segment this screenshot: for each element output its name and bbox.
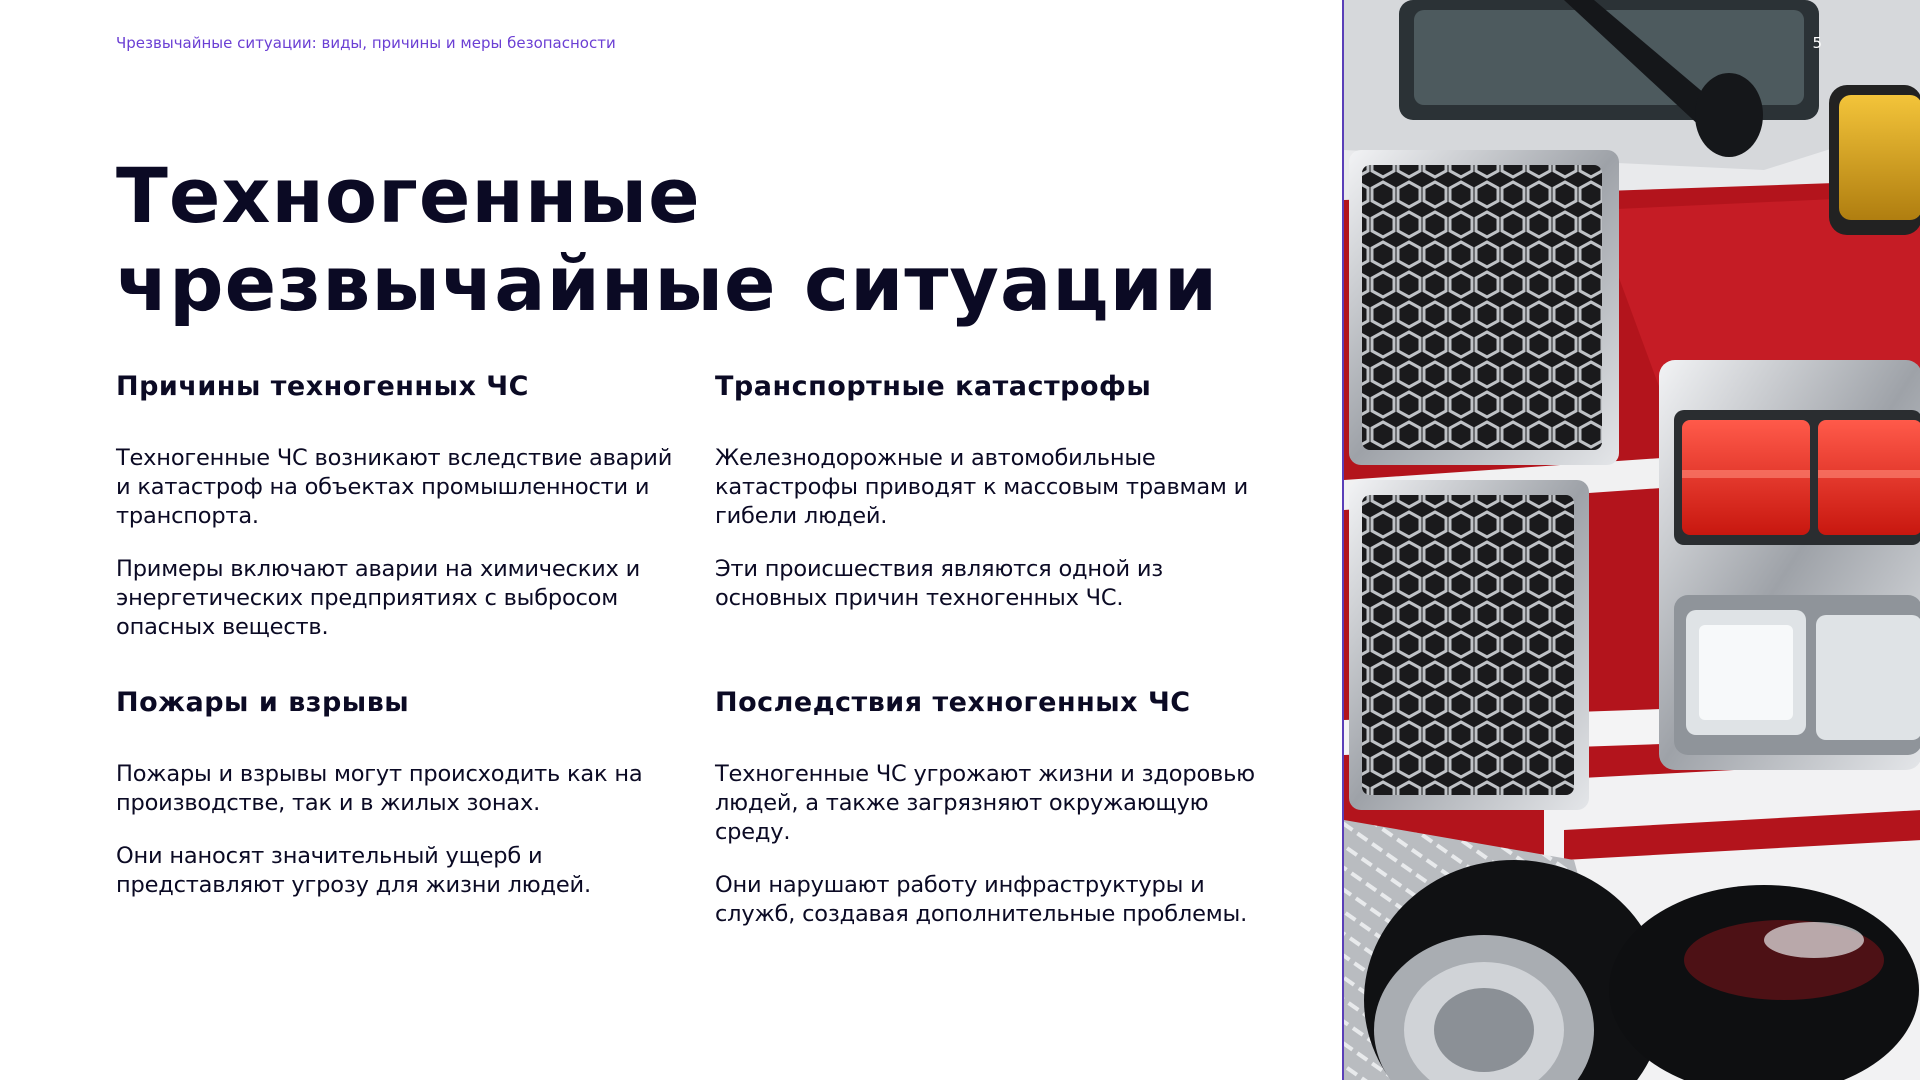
section-paragraph-1: Пожары и взрывы могут происходить как на производстве, так и в жилых зонах. [116, 761, 643, 816]
section-consequences [715, 686, 1275, 929]
slide-title-line-2: чрезвычайные ситуации [116, 239, 1219, 328]
section-heading: Причины техногенных ЧС [116, 371, 529, 402]
slide-title-line-1: Техногенные [116, 151, 701, 240]
section-causes [116, 370, 676, 642]
section-fires [116, 686, 676, 900]
section-paragraph-2: Они нарушают работу инфраструктуры и служб, создавая дополнительные проблемы. [715, 872, 1248, 927]
section-heading: Последствия техногенных ЧС [715, 687, 1191, 718]
section-paragraph-1: Железнодорожные и автомобильные катастрофы приводят к массовым травмам и гибели людей. [715, 445, 1249, 529]
section-paragraph-2: Примеры включают аварии на химических и энергетических предприятиях с выбросом опасных веществ. [116, 556, 641, 640]
section-transport [715, 370, 1275, 613]
section-paragraph-2: Они наносят значительный ущерб и представляют угрозу для жизни людей. [116, 843, 591, 898]
page-number: 5 [1812, 34, 1822, 52]
section-heading: Транспортные катастрофы [715, 371, 1152, 402]
fire-truck-photo [1342, 0, 1920, 1080]
fire-truck-illustration [1344, 0, 1920, 1080]
deck-title: Чрезвычайные ситуации: виды, причины и меры безопасности [116, 34, 616, 52]
section-paragraph-1: Техногенные ЧС возникают вследствие аварий и катастроф на объектах промышленности и транспорта. [116, 445, 673, 529]
section-heading: Пожары и взрывы [116, 687, 410, 718]
slide-title [116, 152, 1316, 328]
section-paragraph-1: Техногенные ЧС угрожают жизни и здоровью людей, а также загрязняют окружающую среду. [715, 761, 1255, 845]
section-paragraph-2: Эти происшествия являются одной из основных причин техногенных ЧС. [715, 556, 1164, 611]
